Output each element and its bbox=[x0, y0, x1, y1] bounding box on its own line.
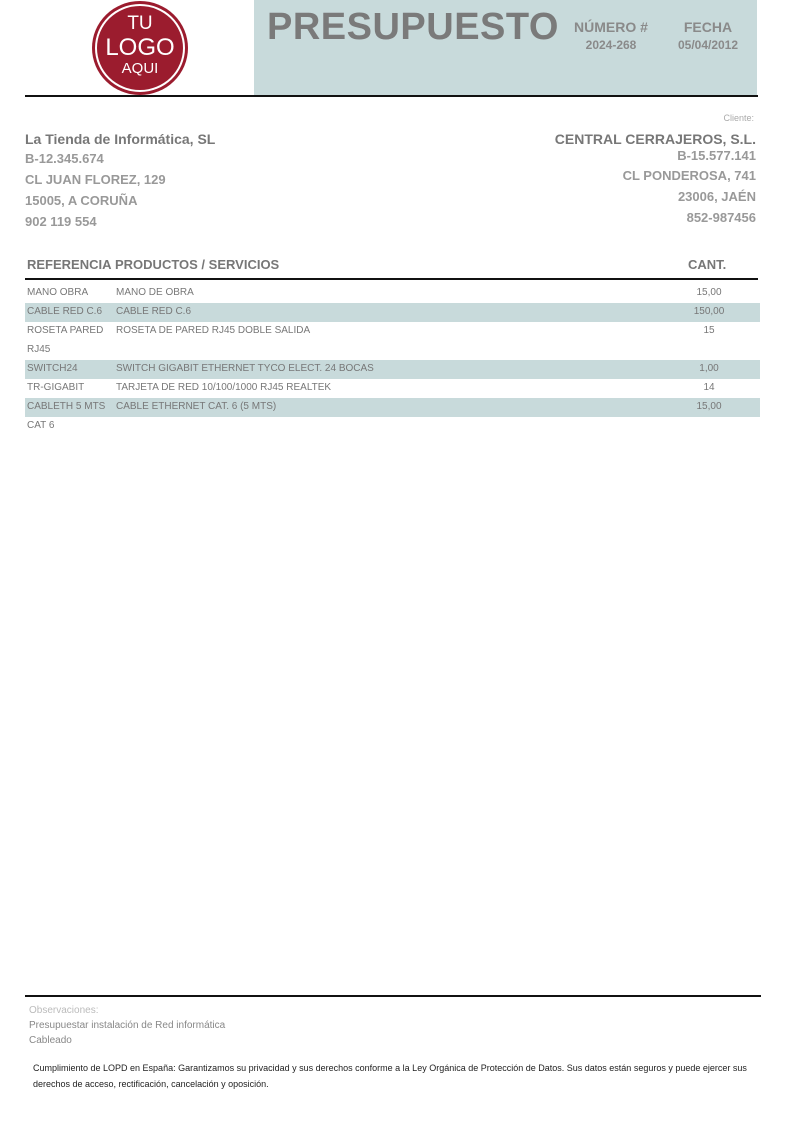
observations-label: Observaciones: bbox=[29, 1005, 99, 1016]
logo-line-2: LOGO bbox=[105, 34, 175, 61]
row-product: ROSETA DE PARED RJ45 DOBLE SALIDA bbox=[116, 325, 311, 336]
row-ref-line-2: CAT 6 bbox=[27, 420, 55, 431]
document-title: PRESUPUESTO bbox=[267, 6, 559, 48]
seller-name: La Tienda de Informática, SL bbox=[25, 131, 216, 147]
client-address: CL PONDEROSA, 741 bbox=[622, 168, 756, 183]
client-phone: 852-987456 bbox=[686, 210, 756, 225]
client-name: CENTRAL CERRAJEROS, S.L. bbox=[554, 131, 756, 147]
footer-divider bbox=[25, 995, 761, 997]
row-product: TARJETA DE RED 10/100/1000 RJ45 REALTEK bbox=[116, 382, 332, 393]
date-value: 05/04/2012 bbox=[677, 38, 739, 52]
table-header-divider bbox=[25, 278, 758, 280]
column-header-qty: CANT. bbox=[688, 257, 727, 272]
row-product: CABLE RED C.6 bbox=[116, 306, 192, 317]
row-ref: TR-GIGABIT bbox=[27, 382, 85, 393]
number-label: NÚMERO # bbox=[574, 19, 648, 35]
seller-address: CL JUAN FLOREZ, 129 bbox=[25, 172, 166, 187]
seller-tax-id: B-12.345.674 bbox=[25, 151, 104, 166]
observations-line-2: Cableado bbox=[29, 1035, 72, 1046]
client-label: Cliente: bbox=[723, 113, 754, 123]
row-product: MANO DE OBRA bbox=[116, 287, 194, 298]
row-ref: ROSETA PARED bbox=[27, 325, 104, 336]
logo-line-1: TU bbox=[127, 13, 153, 34]
seller-city: 15005, A CORUÑA bbox=[25, 193, 138, 208]
row-qty: 15 bbox=[703, 325, 715, 336]
company-logo bbox=[92, 1, 188, 95]
row-qty: 14 bbox=[703, 382, 715, 393]
client-city: 23006, JAÉN bbox=[677, 189, 756, 204]
row-ref-line-2: RJ45 bbox=[27, 344, 51, 355]
row-product: CABLE ETHERNET CAT. 6 (5 MTS) bbox=[116, 401, 277, 412]
row-qty: 15,00 bbox=[696, 401, 722, 412]
row-ref: CABLETH 5 MTS bbox=[27, 401, 106, 412]
logo-line-3: AQUI bbox=[121, 60, 159, 77]
lopd-notice bbox=[33, 1060, 758, 1092]
row-qty: 150,00 bbox=[693, 306, 725, 317]
date-label: FECHA bbox=[683, 19, 733, 35]
row-qty: 1,00 bbox=[699, 363, 719, 374]
lopd-line-1: Cumplimiento de LOPD en España: Garantizamos su privacidad y sus derechos conforme a la Ley Orgánica de Protección de Datos. Sus datos están seguros y puede ejercer sus bbox=[33, 1063, 747, 1073]
header-divider bbox=[25, 95, 758, 97]
observations-line-1: Presupuestar instalación de Red informática bbox=[29, 1020, 226, 1031]
row-ref: CABLE RED C.6 bbox=[27, 306, 103, 317]
client-tax-id: B-15.577.141 bbox=[677, 148, 756, 163]
row-ref: MANO OBRA bbox=[27, 287, 89, 298]
row-product: SWITCH GIGABIT ETHERNET TYCO ELECT. 24 BOCAS bbox=[116, 363, 374, 374]
seller-phone: 902 119 554 bbox=[25, 214, 97, 229]
column-header-product: PRODUCTOS / SERVICIOS bbox=[115, 257, 280, 272]
column-header-ref: REFERENCIA bbox=[27, 257, 112, 272]
row-qty: 15,00 bbox=[696, 287, 722, 298]
number-value: 2024-268 bbox=[585, 38, 637, 52]
lopd-line-2: derechos de acceso, rectificación, cancelación y oposición. bbox=[33, 1079, 269, 1089]
row-ref: SWITCH24 bbox=[27, 363, 78, 374]
